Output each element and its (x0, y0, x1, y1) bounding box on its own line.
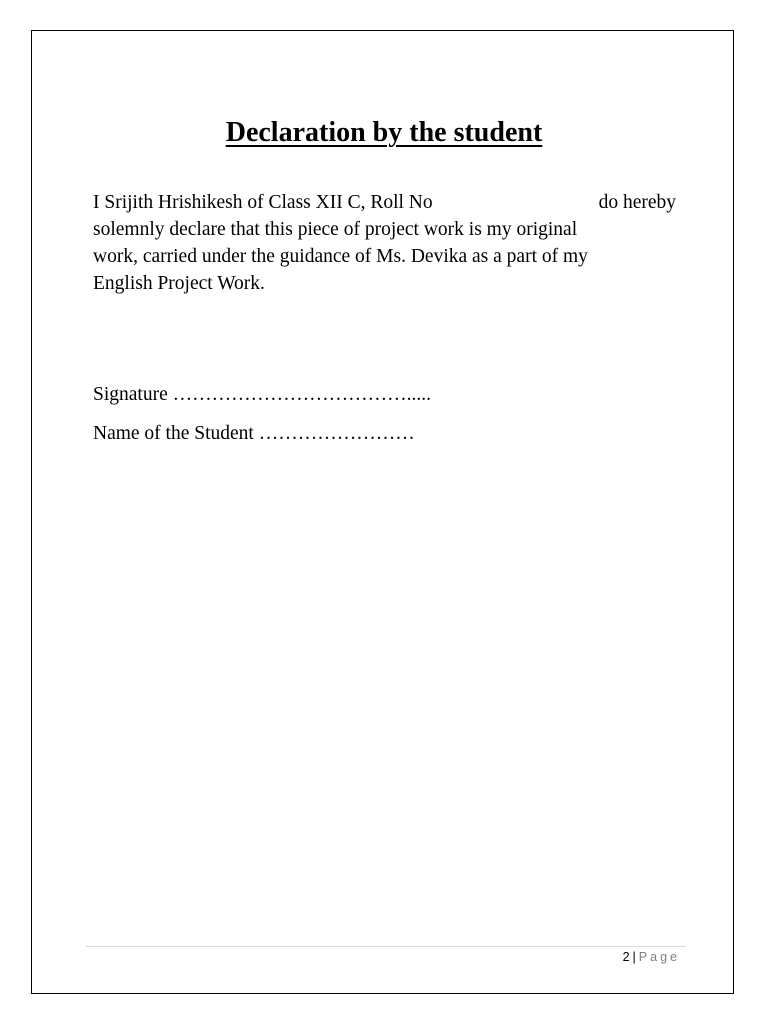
declaration-paragraph (93, 189, 676, 297)
paragraph-text: English Project Work. (93, 273, 265, 294)
paragraph-line (93, 270, 676, 297)
paragraph-text: work, carried under the guidance of Ms. Devika as a part of my (93, 246, 588, 267)
paragraph-line (93, 243, 676, 270)
page-title-text: Declaration by the student (225, 117, 543, 148)
page-label: Page (638, 950, 680, 964)
paragraph-line (93, 189, 676, 216)
paragraph-text: I Srijith Hrishikesh of Class XII C, Roll No (93, 192, 433, 213)
footer-separator: | (632, 950, 636, 964)
student-name-field: Name of the Student …………………… (93, 423, 415, 444)
paragraph-text: solemnly declare that this piece of project work is my original (93, 219, 578, 240)
roll-number-blank (433, 189, 599, 216)
page-number: 2 (622, 950, 630, 964)
page-footer (560, 948, 680, 966)
signature-field: Signature ………………………………..... (93, 384, 431, 405)
footer-divider (86, 946, 686, 947)
paragraph-text: do hereby (598, 192, 676, 213)
page-title (0, 116, 768, 150)
page-border (31, 30, 734, 994)
paragraph-line (93, 216, 676, 243)
